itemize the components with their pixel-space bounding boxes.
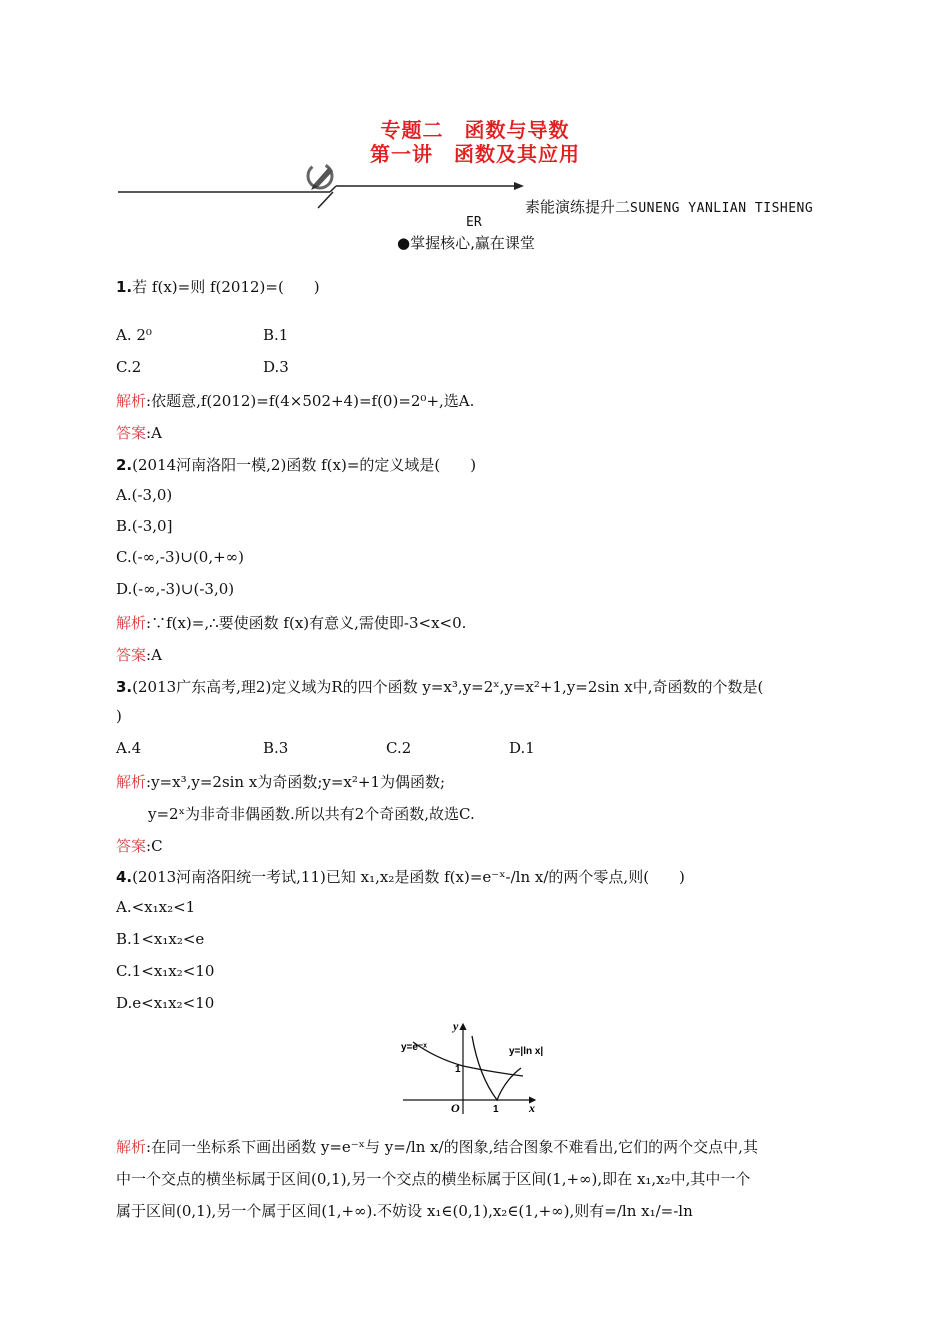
question-stem: (2014河南洛阳一模,2)函数 f(x)=的定义域是( ) — [132, 456, 477, 474]
exp-curve — [413, 1042, 523, 1076]
option-d: D.3 — [263, 358, 289, 376]
question-number: 1. — [116, 278, 133, 296]
question-3 — [116, 676, 763, 697]
option-a: A.4 — [116, 739, 142, 757]
option-a: A. 2⁰ — [116, 326, 152, 344]
solution-label: 解析 — [116, 392, 147, 410]
question-number: 4. — [116, 868, 133, 886]
label-origin: O — [451, 1101, 460, 1115]
label-exp: y=e⁻ˣ — [401, 1042, 427, 1053]
question-2 — [116, 454, 476, 475]
label-1y: 1 — [455, 1064, 461, 1075]
question-stem-end: ) — [116, 707, 122, 725]
question-number: 3. — [116, 678, 133, 696]
question-1 — [116, 276, 320, 297]
solution: 解析:∵f(x)=,∴要使函数 f(x)有意义,需使即-3<x<0. — [116, 614, 467, 632]
solution: 解析:在同一坐标系下画出函数 y=e⁻ˣ与 y=/ln x/的图象,结合图象不难看出,它们的两个交点中,其 — [116, 1138, 758, 1156]
option-b: B.(-3,0] — [116, 517, 173, 535]
option-a: A.(-3,0) — [116, 486, 173, 504]
answer: 答案:A — [116, 646, 162, 664]
option-d: D.e<x₁x₂<10 — [116, 994, 215, 1012]
answer-label: 答案 — [116, 646, 147, 664]
solution-continued: 中一个交点的横坐标属于区间(0,1),另一个交点的横坐标属于区间(1,+∞),即在 x₁,x₂中,其中一个 — [116, 1170, 751, 1188]
pen-icon — [308, 164, 333, 190]
solution: 解析:依题意,f(2012)=f(4×502+4)=f(0)=2⁰+,选A. — [116, 392, 475, 410]
question-stem: 若 f(x)=则 f(2012)=( ) — [132, 278, 320, 296]
label-y: y — [453, 1019, 459, 1033]
answer-label: 答案 — [116, 424, 147, 442]
solution-continued: y=2ˣ为非奇非偶函数.所以共有2个奇函数,故选C. — [148, 805, 475, 823]
label-1x: 1 — [493, 1104, 499, 1115]
answer-label: 答案 — [116, 837, 147, 855]
solution-continued: 属于区间(0,1),另一个属于区间(1,+∞).不妨设 x₁∈(0,1),x₂∈(1,+∞),则有=/ln x₁/=-ln — [116, 1202, 693, 1220]
page-title: 专题二 函数与导数 — [380, 118, 570, 142]
option-d: D.(-∞,-3)∪(-3,0) — [116, 580, 235, 598]
option-c: C.2 — [116, 358, 142, 376]
solution-label: 解析 — [116, 1138, 147, 1156]
banner-label-continued: ER — [466, 215, 482, 230]
banner-rule — [118, 156, 528, 212]
solution: 解析:y=x³,y=2sin x为奇函数;y=x²+1为偶函数; — [116, 773, 446, 791]
option-a: A.<x₁x₂<1 — [116, 898, 196, 916]
banner-label: 素能演练提升二SUNENG YANLIAN TISHENG — [525, 198, 814, 216]
label-ln: y=|ln x| — [509, 1046, 544, 1057]
solution-label: 解析 — [116, 773, 147, 791]
option-c: C.(-∞,-3)∪(0,+∞) — [116, 548, 245, 566]
answer: 答案:A — [116, 424, 162, 442]
option-c: C.1<x₁x₂<10 — [116, 962, 215, 980]
question-stem: (2013河南洛阳统一考试,11)已知 x₁,x₂是函数 f(x)=e⁻ˣ-/ln x/的两个零点,则( ) — [132, 868, 685, 886]
question-4 — [116, 866, 685, 887]
question-stem: (2013广东高考,理2)定义域为R的四个函数 y=x³,y=2ˣ,y=x²+1,y=2sin x中,奇函数的个数是( — [132, 678, 764, 696]
option-b: B.1<x₁x₂<e — [116, 930, 205, 948]
page-subtitle: 第一讲 函数及其应用 — [370, 142, 580, 166]
option-b: B.1 — [263, 326, 289, 344]
option-d: D.1 — [509, 739, 535, 757]
question-number: 2. — [116, 456, 133, 474]
option-b: B.3 — [263, 739, 289, 757]
answer: 答案:C — [116, 837, 163, 855]
function-graph — [395, 1016, 550, 1116]
section-heading: ●掌握核心,赢在课堂 — [397, 234, 535, 252]
solution-label: 解析 — [116, 614, 147, 632]
option-c: C.2 — [386, 739, 412, 757]
label-x: x — [529, 1101, 535, 1115]
